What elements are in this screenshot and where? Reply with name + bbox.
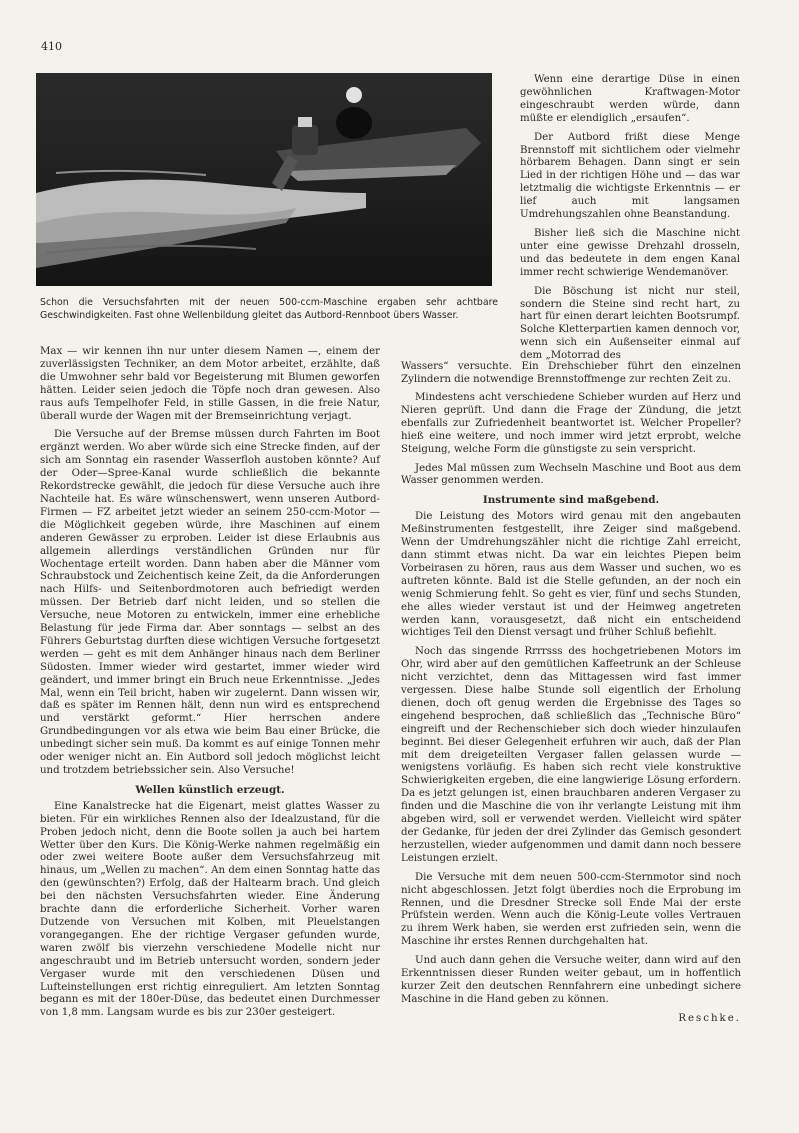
paragraph: Der Autbord frißt diese Menge Brennstoff mit sichtlichem oder vielmehr hörbarem Behagen. Dann singt er sein Lied in der richtigen Höhe und — das war letztmalig die wichtigste Erkenntnis — er lief auch mit langsamen Umdrehungszahlen ohne Beanstandung. <box>520 131 740 221</box>
page-number: 410 <box>41 40 62 53</box>
paragraph: Wenn eine derartige Düse in einen gewöhnlichen Kraftwagen-Motor eingeschraubt werden würde, dann müßte er elendiglich „ersaufen“. <box>520 74 740 124</box>
section-heading: Instrumente sind maßgebend. <box>482 494 660 507</box>
section-heading: Wellen künstlich erzeugt. <box>135 783 285 796</box>
right-top-column <box>520 74 740 363</box>
paragraph: Die Böschung ist nicht nur steil, sondern die Steine sind recht hart, zu hart für einen derart leichten Bootsrumpf. Solche Kletterpartien kamen dennoch vor, wenn sich ein Außenseiter einmal auf dem „Motorrad des <box>520 285 740 362</box>
paragraph: Noch das singende Rrrrsss des hochgetriebenen Motors im Ohr, wird aber auf den gemütlichen Kaffeetrunk an der Schleuse nicht verzichtet, denn das Mittagessen wird fast immer vergessen. Diese halbe Stunde soll eigentlich der Erholung dienen, doch oft genug werden die Ergebnisse des Tages so eingehend besprochen, daß schließlich das „Technische Büro“ eingreift und der Rechenschieber sich doch wieder hinzulaufen beginnt. Bei dieser Gelegenheit erfuhren wir auch, daß der Plan mit dem dreigeteilten Vergaser fallen gelassen wurde — wenigstens vorläufig. Es haben sich recht viele konstruktive Schwierigkeiten ergeben, die eine langwierige Lösung erfordern. Da es jetzt gelungen ist, einen brauchbaren anderen Vergaser zu finden und die Maschine die von ihr verlangte Leistung mit ihm abgeben wird, soll er verwendet werden. Vielleicht wird später der Gedanke, für jeden der drei Zylinder das Gemisch gesondert herzustellen, wieder aufgenommen und damit dann noch bessere Leistungen erzielt. <box>401 646 741 864</box>
paragraph: Mindestens acht verschiedene Schieber wurden auf Herz und Nieren geprüft. Und dann die Frage der Zündung, die jetzt ebenfalls zur Zufriedenheit beantwortet ist. Welcher Propeller? hieß eine weitere, und noch immer wird jetzt erprobt, welche Steigung, welche Form die günstigste zu sein verspricht. <box>401 392 741 455</box>
right-column <box>401 392 741 1026</box>
paragraph: Jedes Mal müssen zum Wechseln Maschine und Boot aus dem Wasser genommen werden. <box>401 462 741 487</box>
continued-text <box>401 361 741 393</box>
paragraph: Wassers“ versuchte. Ein Drehschieber führt den einzelnen Zylindern die notwendige Brennstoffmenge zur rechten Zeit zu. <box>401 361 741 385</box>
paragraph: Und auch dann gehen die Versuche weiter, dann wird auf den Erkenntnissen dieser Runden weiter gebaut, um in hoffentlich kurzer Zeit den deutschen Rennfahrern eine unbedingt sichere Maschine in die Hand geben zu können. <box>401 955 741 1005</box>
paragraph: Die Leistung des Motors wird genau mit den angebauten Meßinstrumenten festgestellt, ihre Zeiger sind maßgebend. Wenn der Umdrehungszähler nicht die richtige Zahl erreicht, dann stimmt etwas nicht. Da war ein leichtes Piepen beim Vorbeirasen zu hören, raus aus dem Wasser und suchen, wo es auftreten könnte. Bald ist die Stelle gefunden, an der noch ein wenig Schmierung fehlt. So geht es vier, fünf und sechs Stunden, ehe alles wieder verstaut ist und der Heimweg angetreten werden kann, vorausgesetzt, daß nicht ein entscheidend wichtiges Teil den Dienst versagt und früher Schluß befiehlt. <box>401 511 741 639</box>
paragraph: Die Versuche mit dem neuen 500-ccm-Sternmotor sind noch nicht abgeschlossen. Jetzt folgt überdies noch die Erprobung im Rennen, und die Dresdner Strecke soll Ende Mai der erste Prüfstein werden. Wenn auch die König-Leute volles Vertrauen zu ihrem Werk haben, sie werden erst zufrieden sein, wenn die Maschine ihr erstes Rennen durchgehalten hat. <box>401 871 741 948</box>
left-column <box>40 346 380 1026</box>
photo-caption: Schon die Versuchsfahrten mit der neuen 500-ccm-Maschine ergaben sehr achtbare Geschwindigkeiten. Fast ohne Wellenbildung gleitet das Autbord-Rennboot übers Wasser. <box>40 297 498 321</box>
speedboat-photo <box>36 73 492 286</box>
paragraph: Max — wir kennen ihn nur unter diesem Namen —, einem der zuverlässigsten Techniker, an dem Motor arbeitet, erzählte, daß die Umwohner sehr bald vor Begeisterung mit Blumen geworfen hätten. Leider seien jedoch die Töpfe noch dran gewesen. Also raus aufs Tempelhofer Feld, in stille Gassen, in die freie Natur, überall wurde der Wagen mit der Bremseinrichtung verjagt. <box>40 346 380 422</box>
paragraph: Bisher ließ sich die Maschine nicht unter eine gewisse Drehzahl drosseln, und das bedeutete in dem engen Kanal immer recht schwierige Wendemanöver. <box>520 227 740 278</box>
paragraph: Eine Kanalstrecke hat die Eigenart, meist glattes Wasser zu bieten. Für ein wirkliches Rennen also der Idealzustand, für die Proben jedoch nicht, denn die Boote sollen ja auch bei hartem Wetter über den Kurs. Die König-Werke nahmen regelmäßig ein oder zwei weitere Boote außer dem Versuchsfahrzeug mit hinaus, um „Wellen zu machen“. An dem einen Sonntag hatte das den (gewünschten?) Erfolg, daß der Haltearm brach. Und gleich bei den nächsten Versuchsfahrten wieder. Eine Änderung brachte dann die erforderliche Sicherheit. Vorher waren Dutzende von Versuchen mit Kolben, mit Pleuelstangen vorangegangen. Ehe der richtige Vergaser gefunden wurde, waren zwölf bis vierzehn verschiedene Modelle nicht nur angeschraubt und im Betrieb untersucht worden, sondern jeder Vergaser wurde mit den verschiedenen Düsen und Lufteinstellungen erst richtig einreguliert. Am letzten Sonntag begann es mit der 180er-Düse, das bedeutet einen Durchmesser von 1,8 mm. Langsam wurde es bis zur 230er gesteigert. <box>40 800 380 1019</box>
author-signature: Reschke. <box>678 1012 741 1024</box>
paragraph: Die Versuche auf der Bremse müssen durch Fahrten im Boot ergänzt werden. Wo aber würde sich eine Strecke finden, auf der sich am Sonntag ein rasender Wasserfloh austoben könnte? Auf der Oder—Spree-Kanal wurde schließlich die bekannte Rekordstrecke gewählt, die jedoch für diese Versuche auch ihre Nachteile hat. Es wäre wünschenswert, wenn unseren Autbord-Firmen — FZ arbeitet jetzt wieder an seinem 250-ccm-Motor — die Möglichkeit gegeben würde, ihre Maschinen auf einem anderen Gewässer zu erproben. Leider ist diese Erlaubnis aus allgemein allerdings verständlichen Gründen nur für Wochentage erteilt worden. Dann haben aber die Männer vom Schraubstock und Zeichentisch keine Zeit, da die Anforderungen nach Hilfs- und Seitenbordmotoren auch befriedigt werden müssen. Der Betrieb darf nicht leiden, und so stellen die Versuche, neue Motoren zu entwickeln, immer eine erhebliche Belastung für jede Firma dar. Aber sonntags — selbst an des Führers Geburtstag durften diese wichtigen Versuche fortgesetzt werden — geht es mit dem Anhänger hinaus nach dem Berliner Südosten. Immer wieder wird gestartet, immer wieder wird geändert, und immer bringt ein Bruch neue Erkenntnisse. „Jedes Mal, wenn ein Teil bricht, haben wir zugelernt. Dann wissen wir, daß es später im Rennen hält, denn nun wird es entsprechend und verstärkt geformt.“ Hier herrschen andere Grundbedingungen vor als etwa wie beim Bau einer Brücke, die unbedingt sicher sein muß. Da kommt es auf einige Tonnen mehr oder weniger nicht an. Ein Autbord soll jedoch möglichst leicht und trotzdem betriebssicher sein. Also Versuche! <box>40 429 380 776</box>
